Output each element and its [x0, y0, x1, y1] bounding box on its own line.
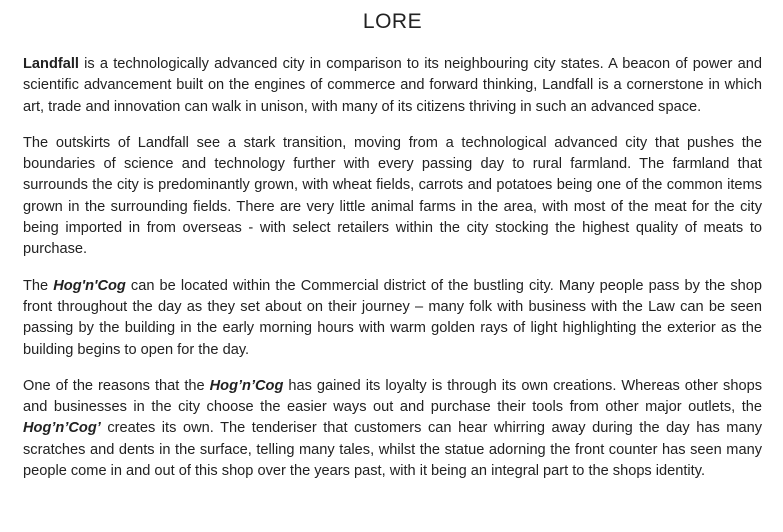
shop-name: Hog’n’Cog	[209, 377, 284, 394]
paragraph-hogncog-creations	[23, 376, 762, 482]
page-title: LORE	[362, 10, 423, 33]
paragraph-text: creates its own. The tenderiser that customers can hear whirring away during the day has many scratches and dents in the surface, telling many tales, whilst the statue adorning the front counter has seen many people come in and out of this shop over the years past, with it being an integral part to the shops identity.	[23, 420, 762, 480]
paragraph-text: can be located within the Commercial district of the bustling city. Many people pass by the shop front throughout the day as they set about on their journey – many folk with business with the Law can be seen passing by the building in the early morning hours with warm golden rays of light highlighting the exterior as the building begins to open for the day.	[23, 277, 762, 358]
paragraph-text: One of the reasons that the	[23, 377, 210, 394]
paragraph-text: is a technologically advanced city in comparison to its neighbouring city states. A beacon of power and scientific advancement built on the engines of commerce and forward thinking, Landfall is a cornerstone in which art, trade and innovation can walk in unison, with many of its citizens thriving in such an advanced space.	[23, 56, 762, 115]
paragraph-text: has gained its loyalty is through its own creations. Whereas other shops and businesses in the city choose the easier ways out and purchase their tools from other major outlets, the	[23, 377, 762, 416]
paragraph-text: The outskirts of Landfall see a stark transition, moving from a technological advanced city that pushes the boundaries of science and technology further with every passing day to rural farmland. The farmland that surrounds the city is predominantly grown, with wheat fields, carrots and potatoes being one of the common items grown in the surrounding fields. There are very little animal farms in the area, with most of the meat for the city being imported in from overseas - with select retailers within the city stocking the highest quality of meats to purchase.	[23, 134, 762, 258]
paragraph-landfall-intro	[23, 54, 762, 118]
city-name-landfall: Landfall	[23, 56, 79, 72]
paragraph-outskirts	[23, 133, 762, 261]
paragraph-hogncog-location	[23, 276, 762, 361]
shop-name: Hog’n’Cog’	[23, 420, 101, 437]
paragraph-text: The	[23, 277, 54, 294]
shop-name: Hog'n'Cog	[53, 277, 126, 294]
